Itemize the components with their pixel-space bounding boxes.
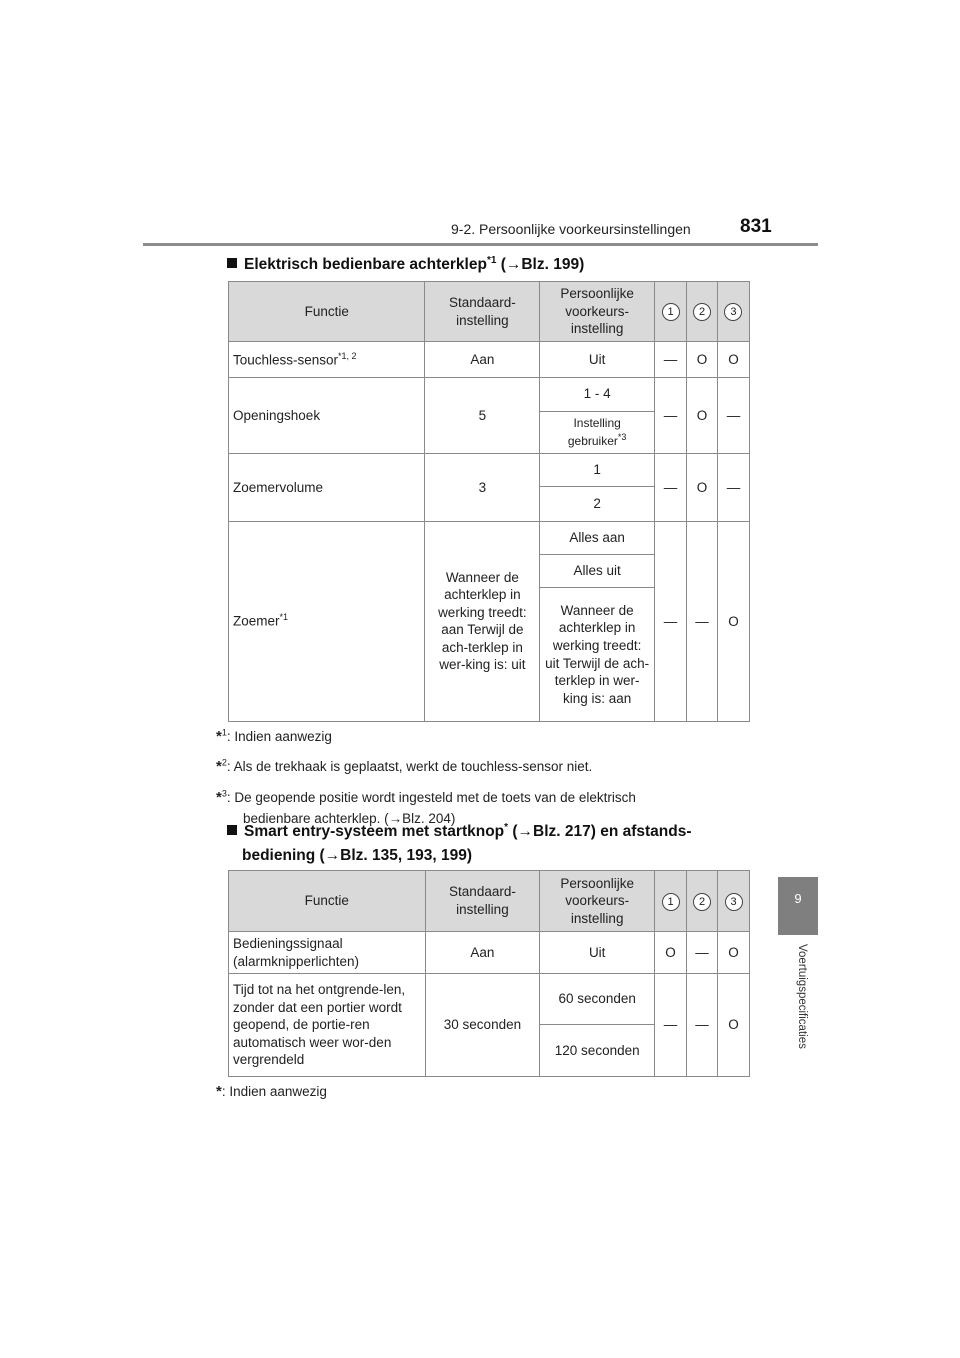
- row-custom: 2: [540, 487, 655, 521]
- row-function: Openingshoek: [229, 377, 425, 454]
- header-function: Functie: [229, 282, 425, 342]
- row-function: Tijd tot na het ontgrende-len, zonder dat een portier wordt geopend, de portie-ren automatisch weer wor-den vergrendeld: [229, 974, 426, 1077]
- row-function: Zoemervolume: [229, 454, 425, 521]
- section-title-tailgate: Elektrisch bedienbare achterklep$^{*1}$ (→Blz. 199): [227, 253, 584, 277]
- row-c1: —: [655, 454, 687, 521]
- row-custom: Uit: [540, 932, 655, 974]
- row-custom: Uit: [540, 342, 655, 377]
- row-custom: Alles uit: [540, 554, 655, 587]
- footnote-list: [216, 725, 746, 830]
- running-header: 9-2. Persoonlijke voorkeursinstellingen: [451, 221, 691, 237]
- table-row: [229, 521, 750, 554]
- row-default: 30 seconden: [425, 974, 540, 1077]
- row-c1: —: [655, 342, 687, 377]
- row-c2: O: [687, 342, 718, 377]
- row-c2: —: [687, 974, 718, 1077]
- row-c3: —: [717, 377, 749, 454]
- row-custom: Alles aan: [540, 521, 655, 554]
- row-c2: —: [687, 932, 718, 974]
- circled-1-icon: 1: [662, 303, 680, 321]
- header-default: Standaard-instelling: [425, 282, 540, 342]
- row-c1: —: [655, 974, 687, 1077]
- table-row: [229, 342, 750, 377]
- row-c3: O: [718, 974, 750, 1077]
- row-c3: O: [717, 342, 749, 377]
- circled-2-icon: 2: [693, 893, 711, 911]
- row-c1: —: [655, 521, 687, 721]
- table-row: [229, 454, 750, 487]
- row-c2: O: [687, 454, 718, 521]
- footnote: *$^2$: Als de trekhaak is geplaatst, werkt de touchless-sensor niet.: [216, 757, 593, 776]
- section-title-smart-entry: Smart entry-systeem met startknop* (→Blz. 217) en afstands- bediening (→Blz. 135, 193, 199): [227, 820, 747, 868]
- header-function: Functie: [229, 871, 426, 932]
- smart-entry-settings-table: [228, 870, 750, 1077]
- table-header-row: [229, 871, 750, 932]
- square-bullet-icon: [227, 825, 237, 835]
- row-custom: 1: [540, 454, 655, 487]
- table-header-row: [229, 282, 750, 342]
- header-custom: Persoonlijke voorkeurs-instelling: [540, 282, 655, 342]
- row-function: Touchless-sensor$^{*1, 2}$: [229, 342, 425, 377]
- header-default: Standaard-instelling: [425, 871, 540, 932]
- header-rule: [143, 243, 818, 246]
- circled-3-icon: 3: [724, 303, 742, 321]
- row-c2: —: [687, 521, 718, 721]
- row-default: 5: [425, 377, 540, 454]
- row-custom: Instelling gebruiker$^{*3}$: [540, 411, 655, 453]
- row-default: Wanneer de achterklep in werking treedt: aan Terwijl de ach-terklep in wer-king is: uit: [425, 521, 540, 721]
- chapter-tab: 9: [778, 877, 818, 935]
- row-default: Aan: [425, 342, 540, 377]
- footnote: *: Indien aanwezig: [216, 1083, 327, 1100]
- table-row: [229, 932, 750, 974]
- row-c3: —: [717, 454, 749, 521]
- row-c3: O: [717, 521, 749, 721]
- row-c1: —: [655, 377, 687, 454]
- row-custom: 1 - 4: [540, 377, 655, 411]
- header-custom: Persoonlijke voorkeurs-instelling: [540, 871, 655, 932]
- row-default: 3: [425, 454, 540, 521]
- table-row: [229, 974, 750, 1025]
- square-bullet-icon: [227, 258, 237, 268]
- chapter-label: Voertuigspecificaties: [796, 944, 808, 1049]
- footnote: *$^3$: De geopende positie wordt ingesteld met de toets van de elektrisch bedienbare achterklep. (→Blz. 204): [216, 788, 636, 826]
- row-custom: Wanneer de achterklep in werking treedt: uit Terwijl de ach-terklep in wer-king is: aan: [540, 588, 655, 722]
- tailgate-settings-table: [228, 281, 750, 722]
- circled-2-icon: 2: [693, 303, 711, 321]
- circled-3-icon: 3: [725, 893, 743, 911]
- circled-1-icon: 1: [662, 893, 680, 911]
- row-function: Bedieningssignaal (alarmknipperlichten): [229, 932, 426, 974]
- page-number: 831: [740, 216, 772, 237]
- row-c1: O: [655, 932, 687, 974]
- row-custom: 60 seconden: [540, 974, 655, 1025]
- row-c3: O: [718, 932, 750, 974]
- row-function: Zoemer$^{*1}$: [229, 521, 425, 721]
- footnote: *$^1$: Indien aanwezig: [216, 727, 332, 745]
- row-c2: O: [687, 377, 718, 454]
- row-custom: 120 seconden: [540, 1025, 655, 1077]
- row-default: Aan: [425, 932, 540, 974]
- table-row: [229, 377, 750, 411]
